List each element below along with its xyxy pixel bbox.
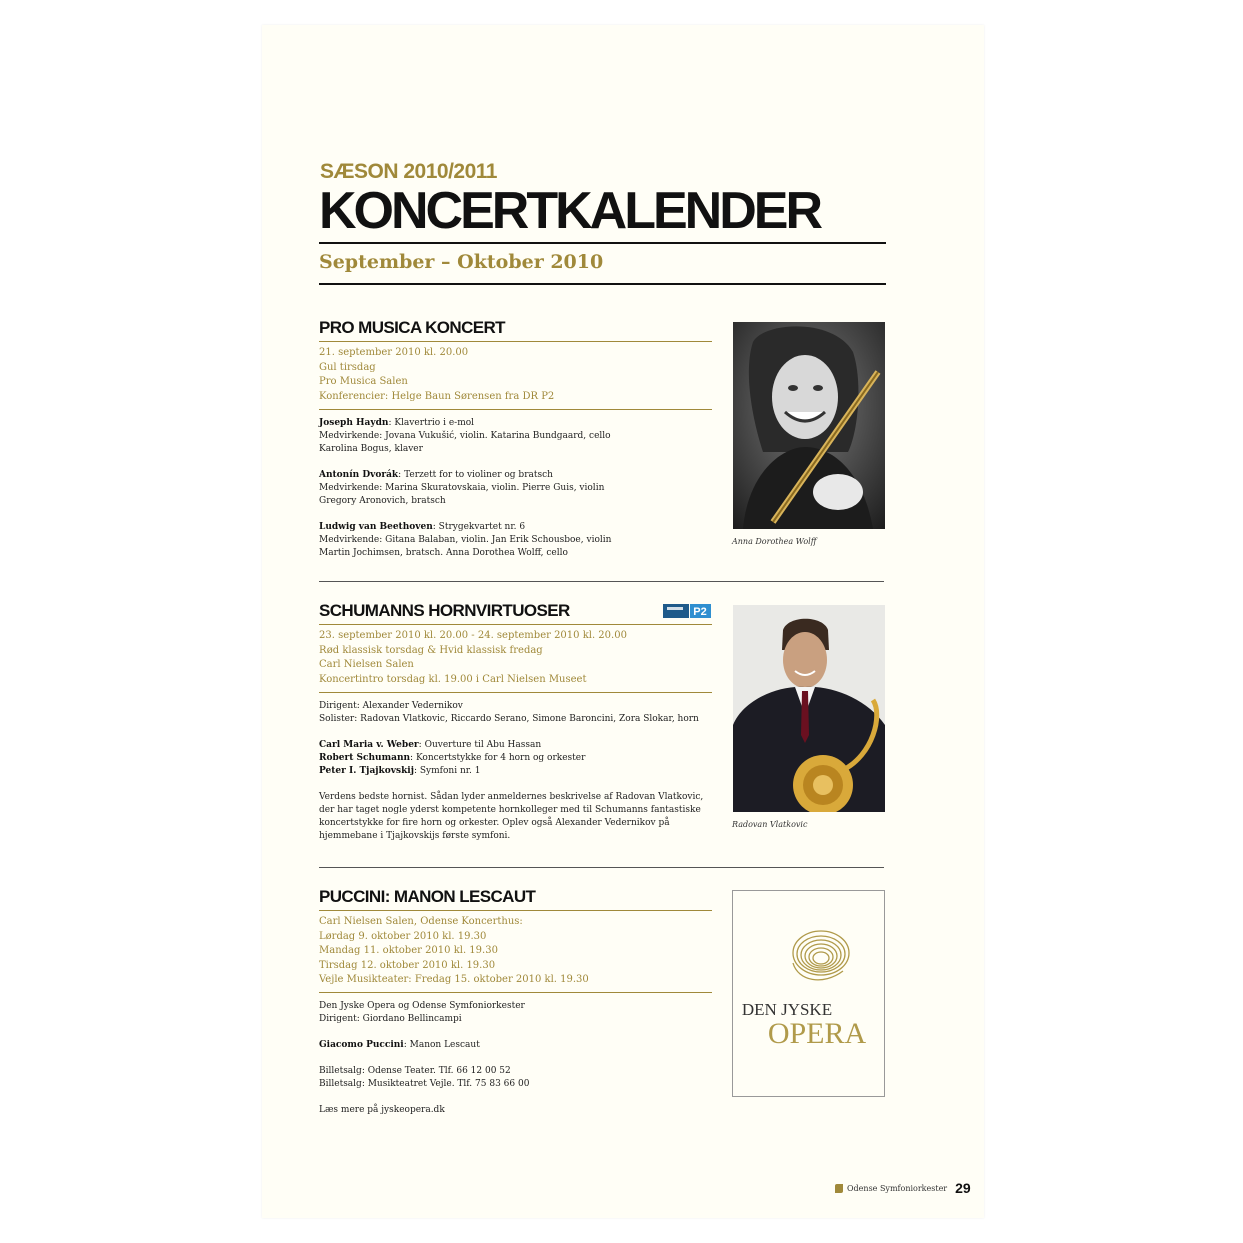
publisher-logo-icon bbox=[835, 1184, 843, 1193]
event-program bbox=[319, 1000, 719, 1130]
work-title: : Ouverture til Abu Hassan bbox=[418, 740, 542, 750]
portrait-photo bbox=[733, 605, 885, 812]
dr-p2-logo-icon bbox=[663, 604, 711, 618]
composer-name: Peter I. Tjajkovskij bbox=[319, 766, 414, 776]
composer-name: Ludwig van Beethoven bbox=[319, 522, 433, 532]
photo-caption: Anna Dorothea Wolff bbox=[732, 537, 817, 546]
program-item bbox=[319, 417, 714, 456]
performers: Medvirkende: Gitana Balaban, violin. Jan Erik Schousboe, violin bbox=[319, 535, 612, 545]
work-title: : Symfoni nr. 1 bbox=[413, 766, 481, 776]
event-info bbox=[319, 346, 554, 404]
logo-text-bottom: OPERA bbox=[767, 1017, 867, 1050]
gold-rule bbox=[319, 692, 712, 693]
photo-caption: Radovan Vlatkovic bbox=[732, 820, 808, 829]
program-item bbox=[319, 1000, 719, 1026]
opera-logo-box bbox=[732, 890, 885, 1097]
title-rule bbox=[319, 242, 886, 244]
event-intro: Koncertintro torsdag kl. 19.00 i Carl Nielsen Museet bbox=[319, 673, 587, 685]
composer-name: Carl Maria v. Weber bbox=[319, 740, 419, 750]
performers: Martin Jochimsen, bratsch. Anna Dorothea Wolff, cello bbox=[319, 548, 568, 558]
program-item bbox=[319, 469, 714, 508]
event-title: PRO MUSICA KONCERT bbox=[319, 318, 505, 337]
description-line: Verdens bedste hornist. Sådan lyder anmeldernes beskrivelse af Radovan Vlatkovic, bbox=[319, 792, 704, 802]
event-venue: Carl Nielsen Salen, Odense Koncerthus: bbox=[319, 916, 523, 927]
subtitle-rule bbox=[319, 283, 886, 285]
event-series: Gul tirsdag bbox=[319, 361, 376, 373]
ticket-line: Billetsalg: Musikteatret Vejle. Tlf. 75 83 66 00 bbox=[319, 1079, 530, 1089]
event-date: Mandag 11. oktober 2010 kl. 19.30 bbox=[319, 945, 498, 956]
ticket-line: Billetsalg: Odense Teater. Tlf. 66 12 00 52 bbox=[319, 1066, 511, 1076]
event-description bbox=[319, 791, 719, 843]
publisher-name: Odense Symfoniorkester bbox=[847, 1183, 948, 1193]
dr-p2-logo bbox=[663, 603, 711, 617]
event-venue: Pro Musica Salen bbox=[319, 376, 408, 387]
portrait-photo bbox=[733, 322, 885, 529]
work-title: : Manon Lescaut bbox=[403, 1040, 480, 1050]
event-date: Vejle Musikteater: Fredag 15. oktober 2010 kl. 19.30 bbox=[319, 974, 589, 985]
program-item bbox=[319, 700, 719, 726]
work-title: : Terzett for to violiner og bratsch bbox=[398, 470, 553, 480]
den-jyske-opera-logo bbox=[733, 891, 884, 1096]
gold-rule bbox=[319, 409, 712, 410]
badge-text: P2 bbox=[693, 606, 707, 618]
magazine-page bbox=[262, 25, 984, 1218]
page-footer bbox=[835, 1180, 971, 1196]
event-series: Rød klassisk torsdag & Hvid klassisk fredag bbox=[319, 644, 543, 656]
program-item bbox=[319, 1039, 719, 1052]
cellist-photo-icon bbox=[733, 322, 885, 529]
section-divider bbox=[319, 581, 884, 582]
event-title: SCHUMANNS HORNVIRTUOSER bbox=[319, 601, 570, 620]
soloists: Solister: Radovan Vlatkovic, Riccardo Serano, Simone Baroncini, Zora Slokar, horn bbox=[319, 714, 699, 724]
event-date: Tirsdag 12. oktober 2010 kl. 19.30 bbox=[319, 959, 496, 971]
event-venue: Carl Nielsen Salen bbox=[319, 659, 414, 670]
logo-text-top: DEN JYSKE bbox=[741, 1000, 833, 1019]
program-item bbox=[319, 739, 719, 778]
performers: Karolina Bogus, klaver bbox=[319, 444, 423, 454]
more-info: Læs mere på jyskeopera.dk bbox=[319, 1105, 445, 1115]
hornist-photo-icon bbox=[733, 605, 885, 812]
performers: Medvirkende: Marina Skuratovskaia, violin. Pierre Guis, violin bbox=[319, 483, 605, 493]
page-title: KONCERTKALENDER bbox=[319, 182, 820, 240]
event-program bbox=[319, 700, 719, 856]
conductor: Dirigent: Alexander Vedernikov bbox=[319, 701, 463, 711]
event-date: 23. september 2010 kl. 20.00 - 24. september 2010 kl. 20.00 bbox=[319, 630, 627, 641]
event-info bbox=[319, 915, 589, 988]
page-subtitle: September – Oktober 2010 bbox=[319, 251, 604, 273]
composer-name: Giacomo Puccini bbox=[319, 1040, 404, 1050]
event-host: Konferencier: Helge Baun Sørensen fra DR P2 bbox=[319, 390, 555, 402]
ticket-info bbox=[319, 1065, 719, 1091]
composer-name: Joseph Haydn bbox=[319, 418, 389, 428]
work-title: : Strygekvartet nr. 6 bbox=[432, 522, 526, 532]
section-divider bbox=[319, 867, 884, 868]
event-info bbox=[319, 629, 627, 687]
event-date: 21. september 2010 kl. 20.00 bbox=[319, 347, 469, 358]
composer-name: Antonín Dvorák bbox=[319, 470, 399, 480]
performers: Medvirkende: Jovana Vukušić, violin. Katarina Bundgaard, cello bbox=[319, 431, 611, 441]
event-title: PUCCINI: MANON LESCAUT bbox=[319, 887, 536, 906]
event-date: Lørdag 9. oktober 2010 kl. 19.30 bbox=[319, 930, 487, 942]
spiral-icon bbox=[793, 931, 849, 975]
conductor: Dirigent: Giordano Bellincampi bbox=[319, 1014, 462, 1024]
event-program bbox=[319, 417, 714, 573]
gold-rule bbox=[319, 624, 712, 625]
page-number: 29 bbox=[955, 1180, 971, 1196]
season-label: SÆSON 2010/2011 bbox=[320, 160, 497, 183]
work-title: : Klavertrio i e-mol bbox=[388, 418, 475, 428]
work-title: : Koncertstykke for 4 horn og orkester bbox=[410, 753, 586, 763]
gold-rule bbox=[319, 341, 712, 342]
ensemble: Den Jyske Opera og Odense Symfoniorkester bbox=[319, 1001, 525, 1011]
performers: Gregory Aronovich, bratsch bbox=[319, 496, 446, 506]
composer-name: Robert Schumann bbox=[319, 753, 411, 763]
program-item bbox=[319, 521, 714, 560]
description-line: hjemmebane i Tjajkovskijs første symfoni. bbox=[319, 831, 511, 841]
gold-rule bbox=[319, 910, 712, 911]
gold-rule bbox=[319, 992, 712, 993]
description-line: koncertstykke for fire horn og orkester. Oplev også Alexander Vedernikov på bbox=[319, 818, 670, 828]
description-line: der har taget nogle yderst kompetente hornkolleger med til Schumanns fantastiske bbox=[319, 805, 701, 815]
